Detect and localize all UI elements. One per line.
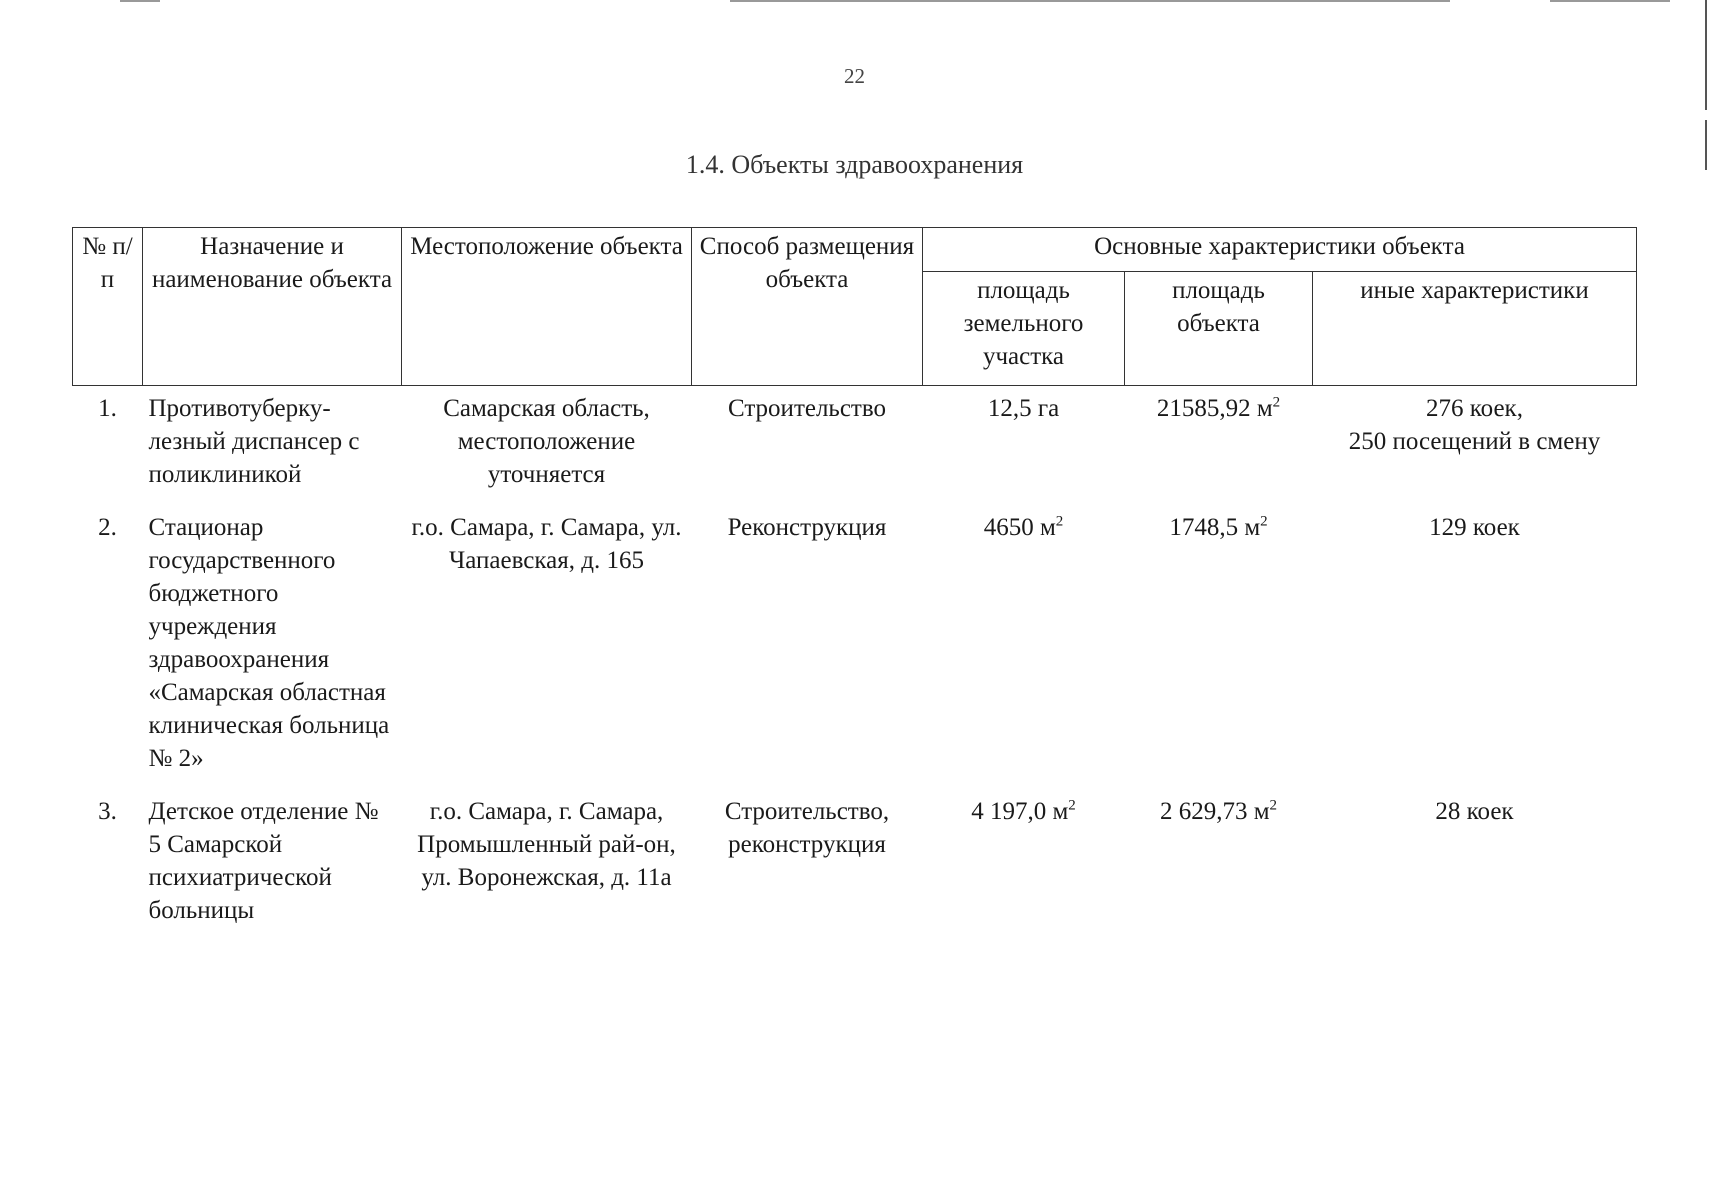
- row-num: 2.: [98, 514, 117, 541]
- header-num: № п/п: [73, 228, 143, 386]
- scan-artifact: [1550, 0, 1670, 2]
- row-location: г.о. Самара, г. Самара, Промышленный рай-он, ул. Воронежская, д. 11а: [417, 798, 676, 891]
- scan-artifact: [120, 0, 160, 2]
- row-object-area: 2 629,73 $м^2$: [1159, 797, 1278, 825]
- table-row: [73, 789, 1637, 941]
- health-objects-table: [72, 227, 1637, 941]
- row-method: Реконструкция: [727, 514, 887, 541]
- row-num: 1.: [98, 395, 117, 422]
- header-other: иные характеристики: [1313, 272, 1637, 386]
- row-other: 28 коек: [1435, 798, 1514, 825]
- row-other: 129 коек: [1429, 514, 1520, 541]
- header-location: Местоположение объекта: [402, 228, 692, 386]
- header-name: Назначение и наименование объекта: [143, 228, 402, 386]
- row-land-area: 12,5 га: [987, 395, 1060, 422]
- section-title: 1.4. Объекты здравоохранения: [685, 150, 1024, 179]
- row-method: Строительство: [727, 395, 886, 422]
- scan-edge-mark: [1705, 0, 1707, 110]
- row-other: 276 коек, 250 посещений в смену: [1348, 395, 1601, 455]
- row-object-area: 21585,92 $м^2$: [1156, 394, 1281, 422]
- page-number: 22: [844, 64, 865, 88]
- header-method: Способ размещения объекта: [692, 228, 923, 386]
- row-land-area: 4 197,0 $м^2$: [971, 797, 1076, 825]
- table-row: [73, 505, 1637, 789]
- row-location: г.о. Самара, г. Самара, ул. Чапаевская, д. 165: [411, 514, 682, 574]
- row-name: Противотуберку-лезный диспансер с поликлиникой: [148, 395, 360, 488]
- row-location: Самарская область, местоположение уточняется: [443, 395, 650, 488]
- scan-artifact: [730, 0, 1450, 2]
- row-num: 3.: [98, 798, 117, 825]
- row-name: Стационар государственного бюджетного учреждения здравоохранения «Самарская областная клиническая больница № 2»: [148, 514, 390, 772]
- header-land-area: площадь земельного участка: [923, 272, 1125, 386]
- row-method: Строительство, реконструкция: [724, 798, 890, 858]
- header-object-area: площадь объекта: [1125, 272, 1313, 386]
- row-name: Детское отделение № 5 Самарской психиатрической больницы: [148, 798, 379, 924]
- row-object-area: 1748,5 $м^2$: [1169, 513, 1268, 541]
- row-land-area: 4650 $м^2$: [983, 513, 1064, 541]
- table-row: [73, 386, 1637, 506]
- header-characteristics: Основные характеристики объекта: [923, 228, 1637, 272]
